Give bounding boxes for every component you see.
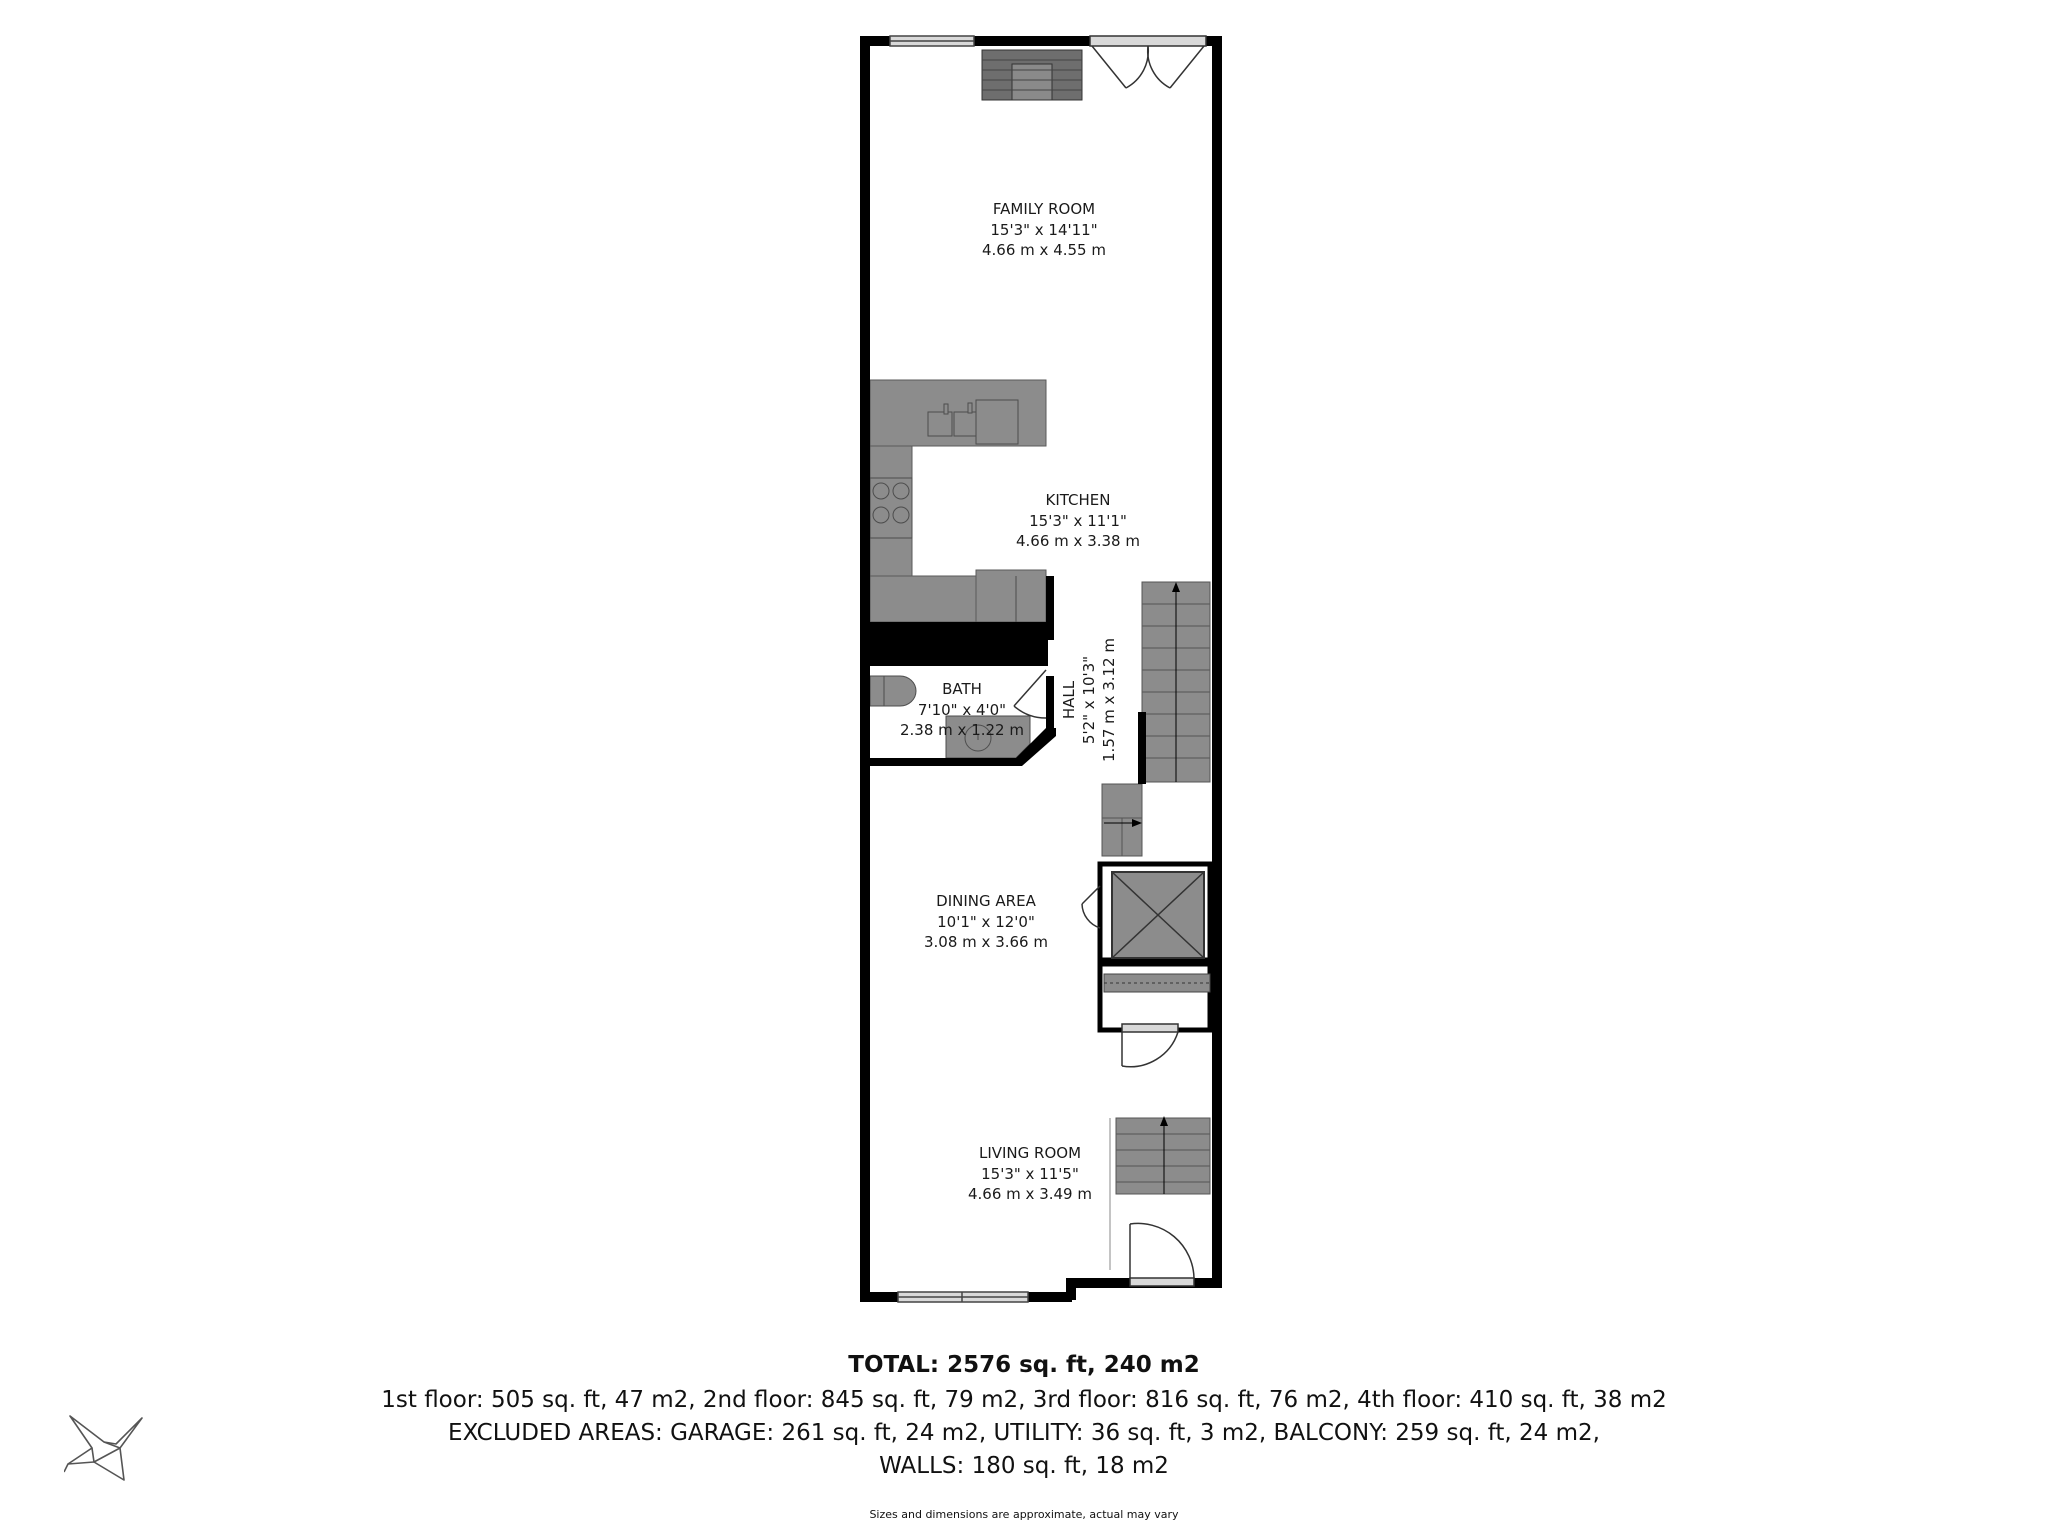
living-room-name: LIVING ROOM xyxy=(978,1144,1082,1162)
dishwasher-icon xyxy=(976,400,1018,444)
hall-imperial: 5'2" x 10'3" xyxy=(1080,655,1098,745)
room-label-living-room xyxy=(968,1144,1092,1203)
floor-areas: 1st floor: 505 sq. ft, 47 m2, 2nd floor: 845 sq. ft, 79 m2, 3rd floor: 816 sq. ft, 76 m2, 4th floor: 410 sq. ft, 38 m2 xyxy=(381,1387,1667,1413)
room-label-family-room xyxy=(982,200,1106,259)
kitchen-metric: 4.66 m x 3.38 m xyxy=(1016,532,1140,550)
family-room-imperial: 15'3" x 14'11" xyxy=(990,221,1098,239)
living-room-imperial: 15'3" x 11'5" xyxy=(981,1165,1079,1183)
family-room-name: FAMILY ROOM xyxy=(992,200,1096,218)
bath-imperial: 7'10" x 4'0" xyxy=(917,701,1007,719)
wall-area: WALLS: 180 sq. ft, 18 m2 xyxy=(879,1453,1169,1479)
dining-area-name: DINING AREA xyxy=(936,892,1036,910)
closet-shelf xyxy=(1100,964,1210,1030)
stove-icon xyxy=(870,478,912,538)
family-room-metric: 4.66 m x 4.55 m xyxy=(982,241,1106,259)
toilet-icon xyxy=(870,676,916,706)
stairs-landing xyxy=(1102,784,1142,856)
bath-metric: 2.38 m x 1.22 m xyxy=(900,721,1024,739)
dining-area-imperial: 10'1" x 12'0" xyxy=(937,913,1035,931)
room-label-dining-area xyxy=(924,892,1048,951)
excluded-areas: EXCLUDED AREAS: GARAGE: 261 sq. ft, 24 m2, UTILITY: 36 sq. ft, 3 m2, BALCONY: 259 sq. ft, 24 m2, xyxy=(448,1420,1600,1446)
total-area: TOTAL: 2576 sq. ft, 240 m2 xyxy=(848,1352,1200,1378)
kitchen-name: KITCHEN xyxy=(1045,491,1111,509)
fireplace-icon xyxy=(982,50,1082,100)
living-room-metric: 4.66 m x 3.49 m xyxy=(968,1185,1092,1203)
hall-metric: 1.57 m x 3.12 m xyxy=(1100,638,1118,762)
disclaimer: Sizes and dimensions are approximate, actual may vary xyxy=(869,1508,1179,1521)
kitchen-imperial: 15'3" x 11'1" xyxy=(1029,512,1127,530)
dining-area-metric: 3.08 m x 3.66 m xyxy=(924,933,1048,951)
hall-name: HALL xyxy=(1060,680,1078,720)
stairs-upper xyxy=(1142,582,1210,782)
bath-name: BATH xyxy=(942,680,982,698)
elevator xyxy=(1100,864,1210,960)
